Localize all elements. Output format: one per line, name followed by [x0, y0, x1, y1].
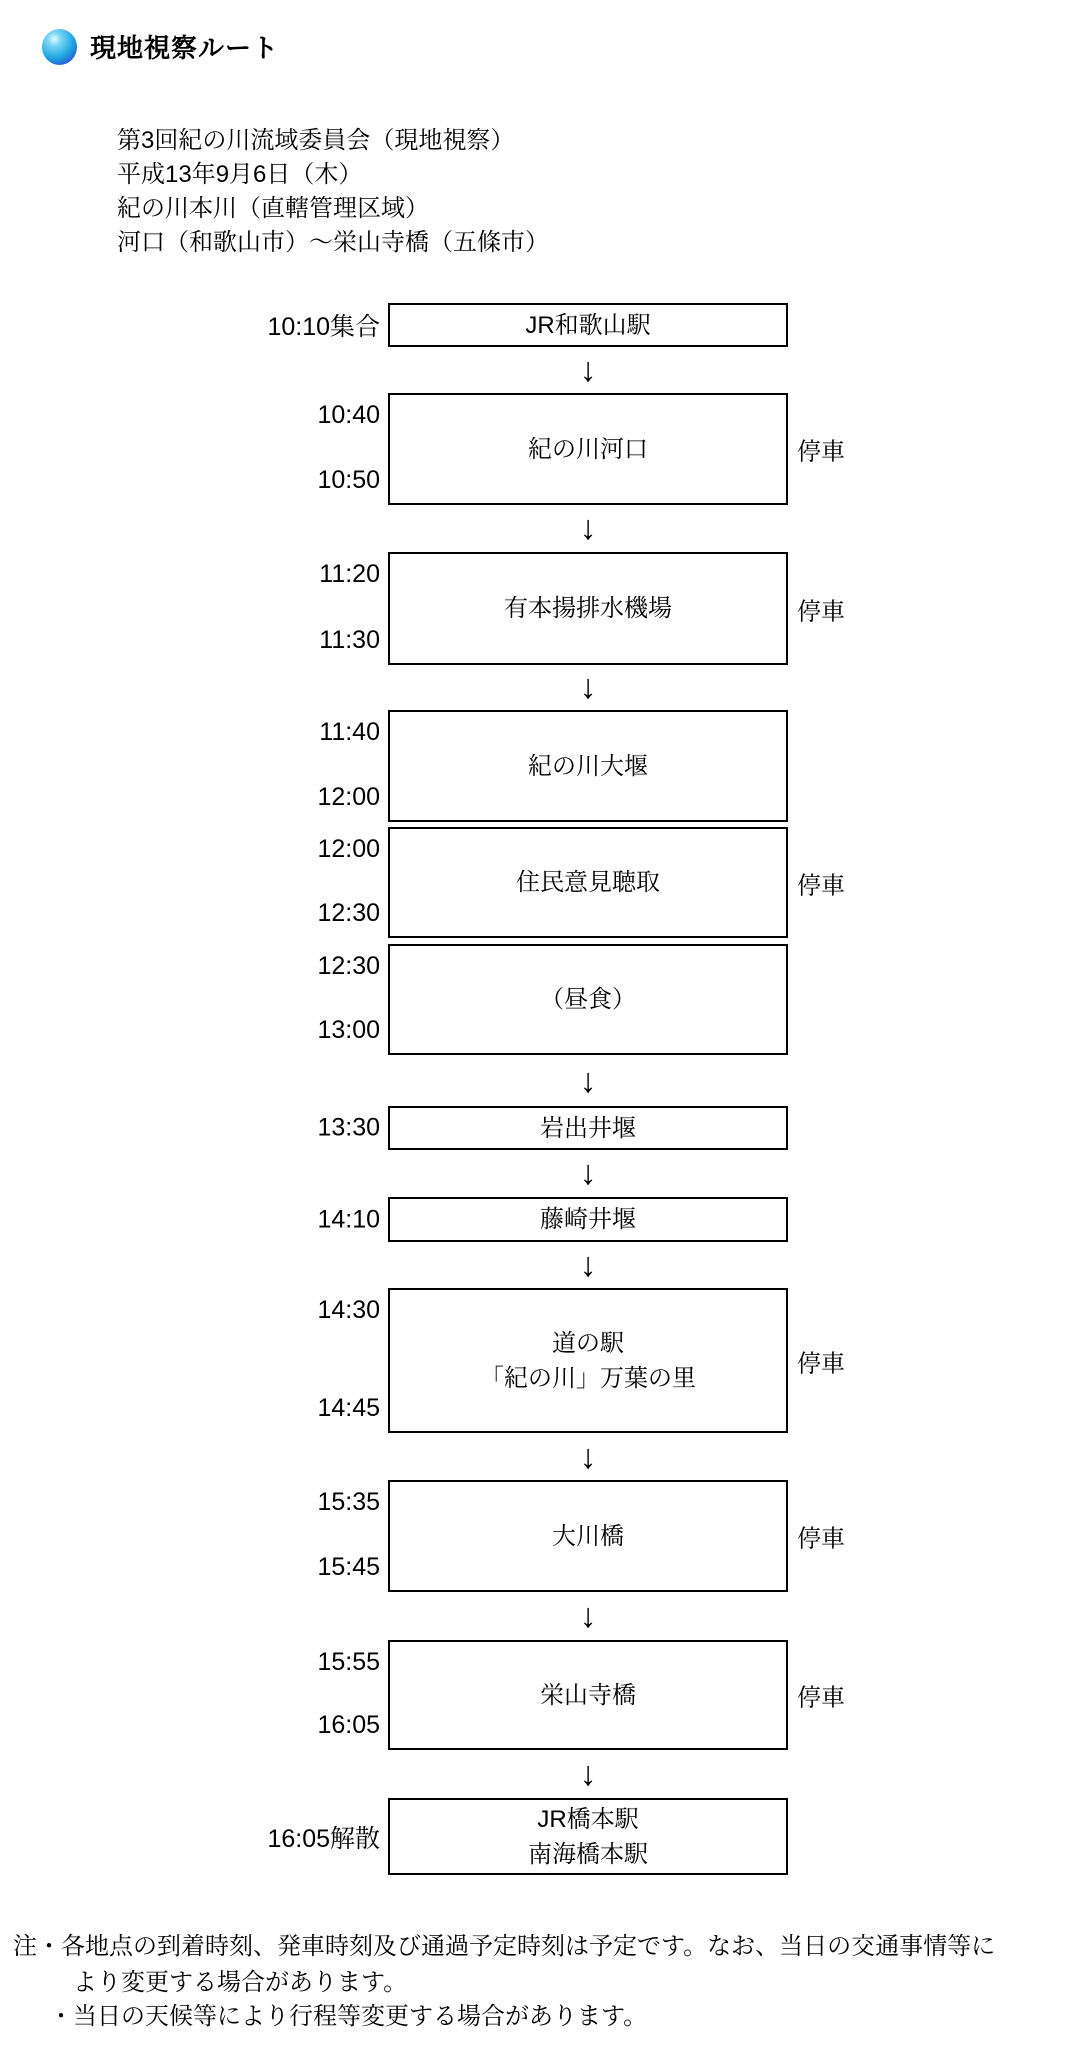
- stop-box: [388, 1106, 788, 1150]
- time-column: [0, 1798, 380, 1875]
- stop-label: 「紀の川」万葉の里: [480, 1364, 696, 1392]
- departure-time: 15:45: [317, 1553, 380, 1581]
- page-title: 現地視察ルート: [90, 33, 280, 63]
- route-stop: [0, 1288, 1090, 1433]
- stop-label: 紀の川大堰: [528, 752, 648, 780]
- route-stop: [0, 1480, 1090, 1592]
- time-column: [0, 393, 380, 505]
- arrival-time: 10:40: [317, 401, 380, 429]
- stop-box: [388, 552, 788, 665]
- stop-flag-label: 停車: [797, 1350, 845, 1377]
- stop-box: [388, 303, 788, 347]
- header-line-date: 平成13年9月6日（木）: [117, 161, 363, 188]
- meeting-time: 10:10集合: [267, 313, 380, 341]
- time-column: [0, 303, 380, 347]
- departure-time: 13:00: [317, 1016, 380, 1044]
- down-arrow-icon: ↓: [579, 1062, 597, 1100]
- stop-label: 栄山寺橋: [540, 1681, 636, 1709]
- arrival-time: 11:20: [319, 560, 380, 588]
- down-arrow-icon: ↓: [579, 1755, 597, 1793]
- header-line-section: 河口（和歌山市）～栄山寺橋（五條市）: [117, 229, 549, 256]
- arrival-time: 12:30: [317, 952, 380, 980]
- departure-time: 11:30: [319, 626, 380, 654]
- time-column: [0, 1640, 380, 1750]
- arrival-time: 15:55: [317, 1648, 380, 1676]
- time-column: [0, 552, 380, 665]
- stop-box: [388, 827, 788, 938]
- stop-label: 岩出井堰: [540, 1114, 636, 1142]
- stop-label: 紀の川河口: [528, 435, 648, 463]
- route-stop: [0, 393, 1090, 505]
- stop-box: [388, 1798, 788, 1875]
- time-column: [0, 1197, 380, 1242]
- route-stop: [0, 827, 1090, 938]
- stop-label: 道の駅: [552, 1329, 624, 1357]
- footnote-line: ・当日の天候等により行程等変更する場合があります。: [49, 2003, 648, 2030]
- time-column: [0, 944, 380, 1055]
- stop-label: 南海橋本駅: [528, 1840, 648, 1868]
- stop-label: 藤崎井堰: [540, 1206, 636, 1233]
- stop-label: 大川橋: [552, 1522, 624, 1550]
- time-column: [0, 1106, 380, 1150]
- stop-flag-label: 停車: [797, 1684, 845, 1712]
- route-stop: [0, 552, 1090, 665]
- down-arrow-icon: ↓: [579, 1438, 597, 1476]
- stop-box: [388, 710, 788, 822]
- header-line-river: 紀の川本川（直轄管理区域）: [117, 195, 429, 222]
- stop-box: [388, 1640, 788, 1750]
- stop-flag-label: 停車: [797, 598, 845, 625]
- stop-box: [388, 1197, 788, 1242]
- footnote-line: より変更する場合があります。: [73, 1969, 408, 1996]
- arrival-time: 14:30: [317, 1296, 380, 1324]
- stop-flag-label: 停車: [797, 872, 845, 899]
- stop-flag-label: 停車: [797, 438, 845, 466]
- down-arrow-icon: ↓: [579, 668, 597, 706]
- dismissal-time: 16:05解散: [267, 1824, 380, 1853]
- stop-box: [388, 393, 788, 505]
- passing-time: 14:10: [317, 1205, 380, 1233]
- bullet-sphere-icon: [42, 29, 77, 65]
- stop-label: （昼食）: [540, 986, 636, 1013]
- route-stop: [0, 1197, 1090, 1242]
- stop-flag-label: 停車: [797, 1525, 845, 1553]
- down-arrow-icon: ↓: [579, 1154, 597, 1192]
- route-stop: [0, 1798, 1090, 1875]
- down-arrow-icon: ↓: [579, 509, 597, 547]
- route-stop: [0, 303, 1090, 347]
- route-stop: [0, 710, 1090, 822]
- departure-time: 12:30: [317, 899, 380, 927]
- route-stop: [0, 1640, 1090, 1750]
- arrival-time: 12:00: [317, 835, 380, 863]
- stop-box: [388, 1480, 788, 1592]
- stop-box: [388, 944, 788, 1055]
- down-arrow-icon: ↓: [579, 1597, 597, 1635]
- stop-label: JR和歌山駅: [525, 311, 651, 339]
- route-stop: [0, 1106, 1090, 1150]
- stop-label: 有本揚排水機場: [504, 595, 672, 622]
- departure-time: 10:50: [317, 466, 380, 494]
- stop-label: 住民意見聴取: [516, 869, 660, 896]
- footnote-line: 注・各地点の到着時刻、発車時刻及び通過予定時刻は予定です。なお、当日の交通事情等に: [13, 1933, 996, 1960]
- arrival-time: 11:40: [319, 718, 380, 746]
- down-arrow-icon: ↓: [579, 351, 597, 389]
- passing-time: 13:30: [317, 1113, 380, 1142]
- departure-time: 16:05: [317, 1711, 380, 1739]
- stop-label: JR橋本駅: [537, 1805, 639, 1833]
- time-column: [0, 1288, 380, 1433]
- arrival-time: 15:35: [317, 1488, 380, 1516]
- header-line-committee: 第3回紀の川流域委員会（現地視察）: [117, 127, 515, 154]
- time-column: [0, 1480, 380, 1592]
- route-stop: [0, 944, 1090, 1055]
- time-column: [0, 710, 380, 822]
- time-column: [0, 827, 380, 938]
- down-arrow-icon: ↓: [579, 1246, 597, 1284]
- stop-box: [388, 1288, 788, 1433]
- departure-time: 12:00: [317, 783, 380, 811]
- document-title-row: [42, 28, 279, 65]
- header-block: [117, 124, 549, 260]
- departure-time: 14:45: [317, 1394, 380, 1422]
